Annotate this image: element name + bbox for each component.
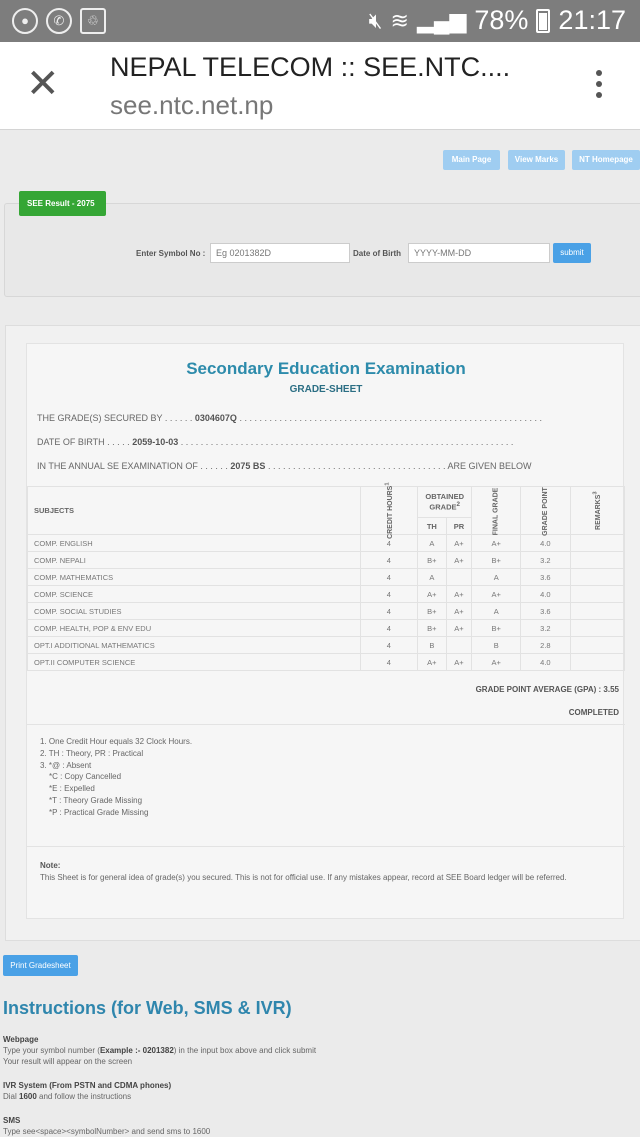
cell-remarks: [570, 569, 624, 586]
th-header: TH: [418, 518, 447, 535]
cell-gp: 3.2: [521, 552, 571, 569]
dob-label: Date of Birth: [353, 249, 401, 258]
note-item: *P : Practical Grade Missing: [49, 807, 149, 817]
cell-subject: OPT.I ADDITIONAL MATHEMATICS: [28, 637, 361, 654]
cell-credit: 4: [360, 535, 418, 552]
cell-remarks: [570, 535, 624, 552]
exam-year: 2075 BS: [230, 461, 266, 471]
cell-subject: COMP. SOCIAL STUDIES: [28, 603, 361, 620]
obtained-grade-header: OBTAINED GRADE$^2$: [418, 487, 472, 518]
cell-gp: 2.8: [521, 637, 571, 654]
submit-button[interactable]: submit: [553, 243, 591, 263]
cell-subject: OPT.II COMPUTER SCIENCE: [28, 654, 361, 671]
credit-hours-header: CREDIT HOURS$^1$: [360, 487, 418, 535]
cell-pr: A+: [446, 535, 472, 552]
battery-percent: 78%: [474, 5, 529, 35]
cell-final: A: [472, 569, 521, 586]
dob-line: DATE OF BIRTH . . . . . 2059-10-03 . . . . . . . . . . . . . . . . . . . . . . . . . . . . . . . . . . . . . . . . . . . . . . . . . . . . . . . . . . . . . . . . . . .: [37, 437, 514, 447]
webpage-instructions: Webpage Type your symbol number (Example :- 0201382) in the input box above and click submit Your result will appear on the screen: [3, 1035, 317, 1066]
note-item: 2. TH : Theory, PR : Practical: [40, 748, 144, 758]
divider: [27, 724, 625, 725]
url-text[interactable]: see.ntc.net.np: [110, 90, 274, 120]
cell-gp: 4.0: [521, 654, 571, 671]
main-page-button[interactable]: Main Page: [443, 150, 500, 170]
cell-th: B+: [418, 552, 447, 569]
status-bar: [0, 0, 640, 42]
remarks-header: REMARKS$^3$: [570, 487, 624, 535]
see-result-tab[interactable]: SEE Result - 2075: [19, 191, 106, 216]
final-grade-header: FINAL GRADE: [472, 487, 521, 535]
note-item: *T : Theory Grade Missing: [49, 795, 143, 805]
cell-pr: A+: [446, 620, 472, 637]
signal-icon: ▂▄▆: [416, 7, 467, 33]
table-row: [28, 586, 625, 603]
close-icon[interactable]: ✕: [26, 62, 60, 106]
cell-credit: 4: [360, 620, 418, 637]
dob-input[interactable]: YYYY-MM-DD: [408, 243, 550, 263]
cell-subject: COMP. MATHEMATICS: [28, 569, 361, 586]
cell-subject: COMP. SCIENCE: [28, 586, 361, 603]
note-text: This Sheet is for general idea of grade(s) you secured. This is not for official use. If any mistakes appear, record at SEE Board ledger will be referred.: [40, 873, 567, 882]
note-item: 3. *@ : Absent: [40, 760, 92, 770]
cell-pr: [446, 569, 472, 586]
cell-pr: A+: [446, 586, 472, 603]
nt-homepage-button[interactable]: NT Homepage: [572, 150, 640, 170]
subjects-header: SUBJECTS: [28, 487, 361, 535]
print-gradesheet-button[interactable]: Print Gradesheet: [3, 955, 78, 976]
cell-final: B+: [472, 620, 521, 637]
cell-th: A+: [418, 586, 447, 603]
note-item: *C : Copy Cancelled: [49, 772, 122, 782]
cell-pr: A+: [446, 654, 472, 671]
cell-th: A: [418, 569, 447, 586]
cell-credit: 4: [360, 586, 418, 603]
symbol-input[interactable]: Eg 0201382D: [210, 243, 350, 263]
symbol-label: Enter Symbol No :: [136, 249, 206, 258]
table-row: [28, 620, 625, 637]
grade-point-header: GRADE POINT: [521, 487, 571, 535]
cell-credit: 4: [360, 637, 418, 654]
battery-icon: [536, 9, 550, 33]
cell-gp: 3.6: [521, 603, 571, 620]
cell-pr: A+: [446, 552, 472, 569]
exam-title: Secondary Education Examination: [186, 359, 466, 378]
more-options-icon[interactable]: [596, 70, 602, 103]
view-marks-button[interactable]: View Marks: [508, 150, 565, 170]
note-label: Note:: [40, 861, 61, 870]
cell-final: A+: [472, 654, 521, 671]
cell-remarks: [570, 654, 624, 671]
cell-gp: 3.6: [521, 569, 571, 586]
exam-year-line: IN THE ANNUAL SE EXAMINATION OF . . . . . . 2075 BS . . . . . . . . . . . . . . . . . . . . . . . . . . . . . . . . . . . . ARE GIVEN BELOW: [37, 461, 532, 471]
mute-icon: 🔇︎: [368, 7, 383, 33]
legend-notes: [40, 736, 192, 819]
page-title: NEPAL TELECOM :: SEE.NTC....: [110, 52, 511, 82]
ivr-instructions: IVR System (From PSTN and CDMA phones) Dial 1600 and follow the instructions: [3, 1081, 172, 1101]
cell-pr: A+: [446, 603, 472, 620]
divider: [27, 846, 625, 847]
cell-final: B: [472, 637, 521, 654]
sms-instructions: SMS Type see<space><symbolNumber> and send sms to 1600: [3, 1116, 211, 1136]
cell-th: B+: [418, 620, 447, 637]
table-row: [28, 603, 625, 620]
cell-gp: 4.0: [521, 586, 571, 603]
cell-subject: COMP. NEPALI: [28, 552, 361, 569]
recycle-icon: ♲: [80, 8, 106, 34]
cell-remarks: [570, 586, 624, 603]
grade-secured-line: THE GRADE(S) SECURED BY . . . . . . 0304607Q . . . . . . . . . . . . . . . . . . . . . . . . . . . . . . . . . . . . . . . . . . . . . . . . . . . . . . . . . . . . .: [37, 413, 543, 423]
cell-credit: 4: [360, 654, 418, 671]
cell-pr: [446, 637, 472, 654]
table-row: [28, 654, 625, 671]
cell-th: B+: [418, 603, 447, 620]
table-row: [28, 637, 625, 654]
cell-th: A: [418, 535, 447, 552]
note-item: *E : Expelled: [49, 784, 95, 794]
cell-subject: COMP. ENGLISH: [28, 535, 361, 552]
cell-gp: 3.2: [521, 620, 571, 637]
completed-text: COMPLETED: [568, 708, 619, 717]
cell-credit: 4: [360, 552, 418, 569]
cell-remarks: [570, 637, 624, 654]
browser-header: [0, 42, 640, 130]
grade-sheet-subtitle: GRADE-SHEET: [289, 384, 363, 395]
cell-credit: 4: [360, 603, 418, 620]
wifi-icon: ≋: [390, 7, 409, 33]
grade-sheet: [26, 343, 624, 919]
phone-call-icon: ✆: [46, 8, 72, 34]
cell-credit: 4: [360, 569, 418, 586]
notification-icon: ●: [12, 8, 38, 34]
clock: 21:17: [558, 5, 626, 35]
dob-value: 2059-10-03: [132, 437, 179, 447]
table-row: [28, 552, 625, 569]
table-row: [28, 535, 625, 552]
cell-final: A+: [472, 586, 521, 603]
cell-final: B+: [472, 552, 521, 569]
cell-remarks: [570, 552, 624, 569]
note-item: 1. One Credit Hour equals 32 Clock Hours.: [40, 737, 193, 746]
cell-th: A+: [418, 654, 447, 671]
cell-remarks: [570, 620, 624, 637]
cell-th: B: [418, 637, 447, 654]
cell-remarks: [570, 603, 624, 620]
cell-subject: COMP. HEALTH, POP & ENV EDU: [28, 620, 361, 637]
grade-table: [27, 482, 625, 671]
cell-final: A+: [472, 535, 521, 552]
instructions-title: Instructions (for Web, SMS & IVR): [3, 998, 292, 1018]
cell-gp: 4.0: [521, 535, 571, 552]
cell-final: A: [472, 603, 521, 620]
table-row: [28, 569, 625, 586]
gpa-text: GRADE POINT AVERAGE (GPA) : 3.55: [475, 685, 619, 694]
symbol-number: 0304607Q: [194, 413, 237, 423]
pr-header: PR: [446, 518, 472, 535]
